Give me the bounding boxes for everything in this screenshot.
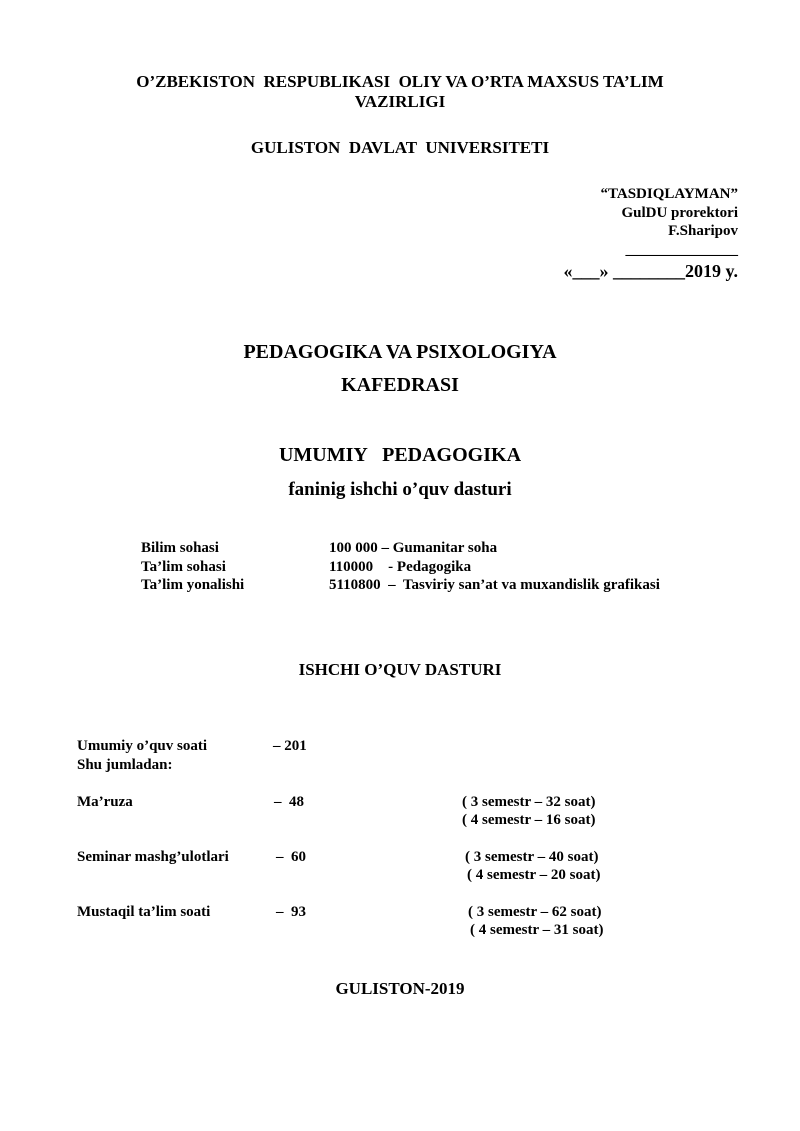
independent-study-semester-4: ( 4 semestr – 31 soat) — [470, 922, 604, 938]
info-label-talim-sohasi: Ta’lim sohasi — [141, 559, 226, 575]
approval-title: “TASDIQLAYMAN” — [600, 186, 738, 202]
approval-date: «___» ________2019 y. — [563, 261, 738, 281]
total-hours-value: – 201 — [273, 738, 307, 754]
info-label-bilim-sohasi: Bilim sohasi — [141, 540, 219, 556]
ministry-name-line2: VAZIRLIGI — [354, 92, 446, 111]
lecture-value: – 48 — [274, 794, 304, 810]
approval-position: GulDU prorektori — [621, 205, 738, 221]
department-line1: PEDAGOGIKA VA PSIXOLOGIYA — [243, 341, 557, 363]
seminar-label: Seminar mashg’ulotlari — [77, 849, 229, 865]
info-value-talim-sohasi: 110000 - Pedagogika — [329, 559, 472, 575]
program-title: ISHCHI O’QUV DASTURI — [298, 660, 502, 679]
seminar-semester-4: ( 4 semestr – 20 soat) — [467, 867, 601, 883]
lecture-semester-3: ( 3 semestr – 32 soat) — [462, 794, 596, 810]
info-label-talim-yonalishi: Ta’lim yonalishi — [141, 577, 245, 593]
seminar-value: – 60 — [276, 849, 306, 865]
seminar-semester-3: ( 3 semestr – 40 soat) — [465, 849, 599, 865]
info-value-bilim-sohasi: 100 000 – Gumanitar soha — [329, 540, 498, 556]
approval-name: F.Sharipov — [668, 223, 738, 239]
independent-study-value: – 93 — [276, 904, 306, 920]
university-name: GULISTON DAVLAT UNIVERSITETI — [250, 138, 550, 157]
signature-line: _______________ — [625, 242, 738, 258]
lecture-label: Ma’ruza — [77, 794, 133, 810]
subject-title: UMUMIY PEDAGOGIKA — [278, 444, 522, 466]
independent-study-label: Mustaqil ta’lim soati — [77, 904, 211, 920]
footer-place-year: GULISTON-2019 — [335, 979, 465, 998]
ministry-name-line1: O’ZBEKISTON RESPUBLIKASI OLIY VA O’RTA MAXSUS TA’LIM — [136, 72, 664, 91]
subject-subtitle: faninig ishchi o’quv dasturi — [288, 479, 512, 500]
info-value-talim-yonalishi: 5110800 – Tasviriy san’at va muxandislik grafikasi — [329, 577, 660, 593]
independent-study-semester-3: ( 3 semestr – 62 soat) — [468, 904, 602, 920]
including-label: Shu jumladan: — [77, 757, 173, 773]
lecture-semester-4: ( 4 semestr – 16 soat) — [462, 812, 596, 828]
department-line2: KAFEDRASI — [341, 374, 459, 396]
total-hours-label: Umumiy o’quv soati — [77, 738, 208, 754]
